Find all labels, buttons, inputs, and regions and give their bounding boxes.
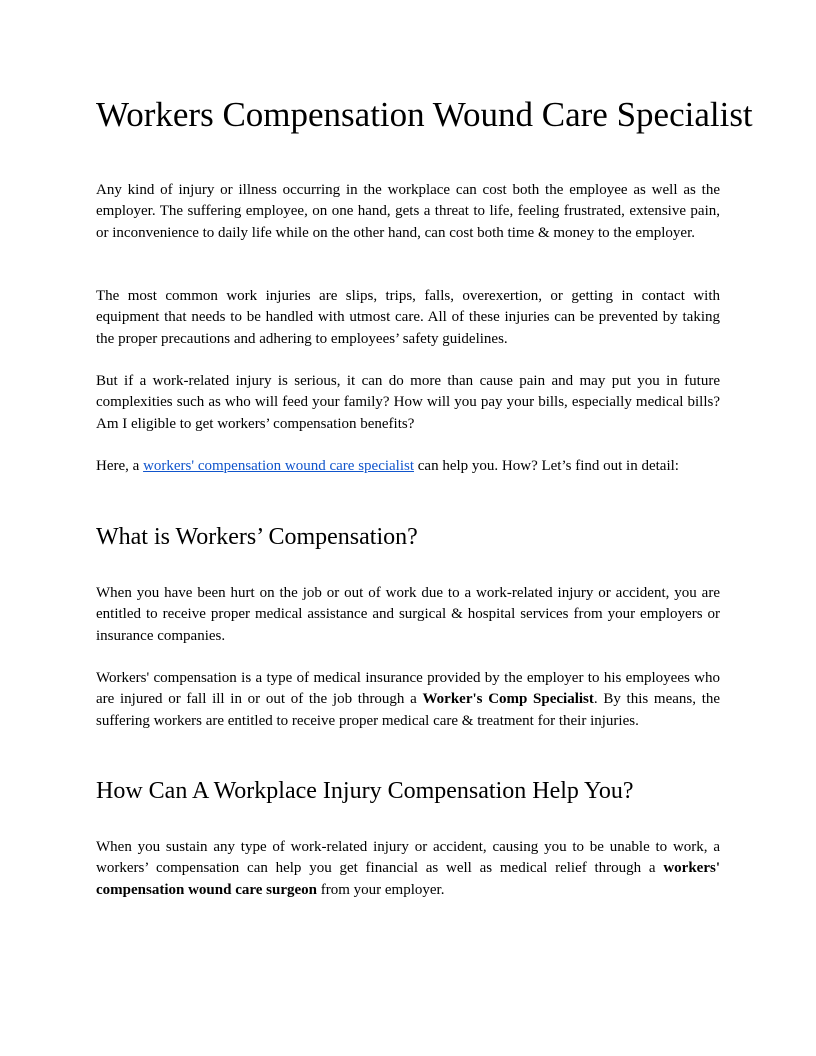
section1-paragraph-2 <box>96 668 720 732</box>
specialist-link[interactable]: workers' compensation wound care specialist <box>143 458 415 474</box>
intro-paragraph-3: But if a work-related injury is serious, it can do more than cause pain and may put you in future complexities such as who will feed your family? How will you pay your bills, especially medical bills? Am I eligible to get workers’ compensation benefits? <box>96 373 720 432</box>
section1-paragraph-2-text-end: . By this means, the suffering workers are entitled to receive proper medical care & treatment for their injuries. <box>96 691 721 729</box>
intro-paragraph-1: Any kind of injury or illness occurring in the workplace can cost both the employee as well as the employer. The suffering employee, on one hand, gets a threat to life, feeling frustrated, extensive pain, or inconvenience to daily life while on the other hand, can cost both time & money to the employer. <box>96 182 720 241</box>
intro-paragraph-4-text-start: Here, a <box>96 458 144 474</box>
section2-paragraph-1-text-end: from your employer. <box>317 881 445 898</box>
section-heading-workplace-injury: How Can A Workplace Injury Compensation Help You? <box>96 778 634 804</box>
section-heading-workers-compensation: What is Workers’ Compensation? <box>96 524 418 550</box>
section1-paragraph-2-text-start: Workers' compensation is a type of medical insurance provided by the employer to his employees who are injured or fall ill in or out of the job through a <box>96 670 720 708</box>
intro-paragraph-4-text-end: can help you. How? Let’s find out in detail: <box>414 458 679 474</box>
workers-comp-specialist-bold: Worker's Comp Specialist <box>422 691 594 708</box>
section1-paragraph-1: When you have been hurt on the job or out of work due to a work-related injury or accident, you are entitled to receive proper medical assistance and surgical & hospital services from your employers or insurance companies. <box>96 585 720 644</box>
wound-care-surgeon-bold: workers' compensation wound care surgeon <box>96 860 720 898</box>
section2-paragraph-1-text-start: When you sustain any type of work-related injury or accident, causing you to be unable to work, a workers’ compensation can help you get financial as well as medical relief through a <box>96 839 720 877</box>
page-title: Workers Compensation Wound Care Specialist <box>96 95 753 134</box>
intro-paragraph-2: The most common work injuries are slips, trips, falls, overexertion, or getting in contact with equipment that needs to be handled with utmost care. All of these injuries can be prevented by taking the proper precautions and adhering to employees’ safety guidelines. <box>96 288 720 347</box>
intro-paragraph-4 <box>96 456 720 477</box>
section2-paragraph-1 <box>96 837 720 901</box>
